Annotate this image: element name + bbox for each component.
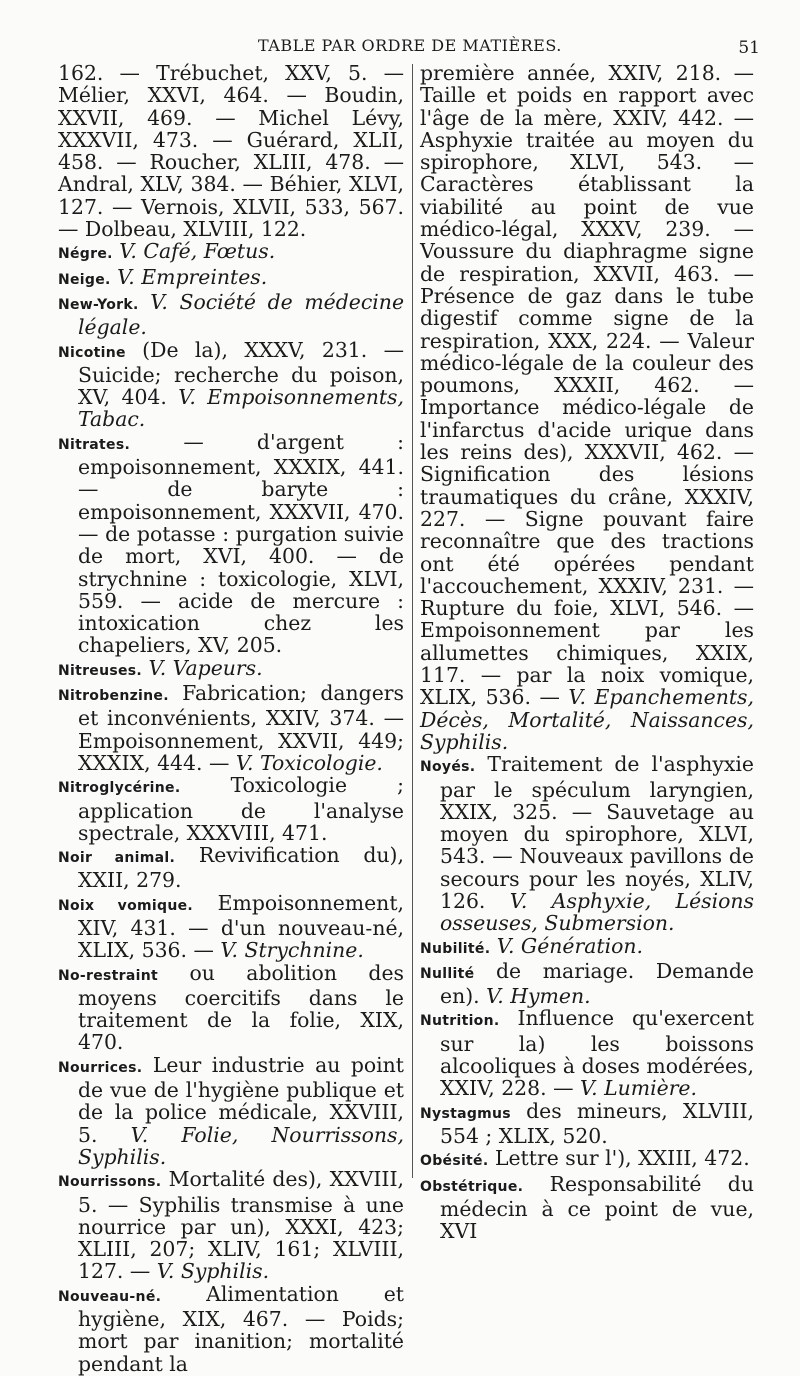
index-entry-nullite [420,960,754,1008]
entry-keyword: Nullité [420,965,475,982]
index-entry-obstetrique [420,1173,754,1243]
entry-keyword: Neige. [58,271,111,288]
entry-text: Alimentation et hygiène, XIX, 467. — Poids; mort par inanition; mortalité pendant la [78,1281,404,1376]
running-title: TABLE PAR ORDRE DE MATIÈRES. [258,36,562,55]
entry-keyword: Nitrates. [58,436,131,453]
entry-keyword: Nouveau-né. [58,1288,162,1305]
right-column [420,62,754,1242]
entry-text: Fabrication; dangers et inconvénients, XXIV, 374. — Empoisonnement, XXVII, 449; XXXIX, 444. — [78,681,404,775]
entry-see-also: V. Empreintes. [117,264,268,289]
index-entry-noir-animal [58,844,404,892]
entry-keyword: Obésité. [420,1153,489,1170]
entry-keyword: Obstétrique. [420,1178,524,1195]
column-divider [412,64,413,1178]
entry-keyword: New-York. [58,296,139,313]
index-entry-noyes [420,753,754,934]
entry-see-also: V. Hymen. [486,984,591,1009]
entry-keyword: Nitreuses. [58,662,143,679]
entry-text: de mariage. Demande en). [440,958,754,1009]
entry-text: Traitement de l'asphyxie par le spéculum laryngien, XXIX, 325. — Sauvetage au moyen du spirophore, XLVI, 543. — Nouveaux pavillons de secours pour les noyés, XLIV, 126. [440,752,754,913]
index-entry-new-york [58,291,404,339]
entry-text: (De la), XXXV, 231. — Suicide; recherche du poison, XV, 404. [78,337,404,410]
index-entry-nourrices [58,1054,404,1168]
index-entry-nystagmus [420,1100,754,1148]
entry-see-also: V. Epanchements, Décès, Mortalité, Naissances, Syphilis. [420,685,754,754]
entry-keyword: Nutrition. [420,1013,500,1030]
index-entry-continued [420,62,754,753]
index-entry-nubilite [420,935,754,960]
index-entry-negre [58,240,404,265]
entry-see-also: V. Vapeurs. [148,655,263,680]
index-entry-noix-vomique [58,892,404,962]
entry-see-also: V. Toxicologie. [235,750,383,775]
entry-keyword: Nourrissons. [58,1174,162,1191]
page-number: 51 [738,38,760,58]
entry-see-also: V. Folie, Nourrissons, Syphilis. [78,1122,404,1169]
entry-text: Revivification du), XXII, 279. [78,843,404,893]
entry-keyword: No-restraint [58,967,158,984]
entry-keyword: Noyés. [420,759,476,776]
entry-keyword: Nystagmus [420,1105,511,1122]
index-entry-nitrates [58,431,404,657]
index-entry-nourrissons [58,1168,404,1282]
entry-see-also: V. Asphyxie, Lésions osseuses, Submersion. [440,888,754,936]
entry-see-also: V. Syphilis. [156,1259,270,1284]
index-entry-nutrition [420,1007,754,1099]
index-entry-nicotine [58,339,404,431]
entry-text: Lettre sur l'), XXIII, 472. [488,1146,750,1171]
index-entry-nitrobenzine [58,682,404,774]
entry-see-also: V. Strychnine. [220,938,364,963]
entry-keyword: Nitrobenzine. [58,688,169,705]
page-header [0,36,800,62]
entry-keyword: Nubilité. [420,940,491,957]
entry-see-also: V. Lumière. [579,1076,697,1101]
entry-see-also: V. Société de médecine légale. [78,289,405,340]
entry-text: première année, XXIV, 218. — Taille et poids en rapport avec l'âge de la mère, XXIV, 442. — Asphyxie traitée au moyen du spirophore, XLVI, 543. — Caractères établissant la viabilité au point de vue médico-légal, XXXV, 239. — Voussure du diaphragme signe de respiration, XXVII, 463. — Présence de gaz dans le tube digestif comme signe de la respiration, XXX, 224. — Valeur médico-légale de la couleur des poumons, XXXII, 462. — Importance médico-légale de l'infarctus d'acide urique dans les reins des), XXXVII, 462. — Signification des lésions traumatiques du crâne, XXXIV, 227. — Signe pouvant faire reconnaître que des tractions ont été opérées pendant l'accouchement, XXXIV, 231. — Rupture du foie, XLVI, 546. — Empoisonnement par les allumettes chimiques, XXIX, 117. — par la noix vomique, XLIX, 536. — [420,61,754,710]
entry-text: Leur industrie au point de vue de l'hygiène publique et de la police médicale, XXVIII, 5. [78,1052,404,1147]
index-entry-obesite [420,1147,754,1172]
index-entry-nitreuses [58,657,404,682]
index-entry-neige [58,266,404,291]
entry-keyword: Noix vomique. [58,897,194,914]
entry-text: des mineurs, XLVIII, 554 ; XLIX, 520. [440,1098,754,1148]
entry-text: — d'argent : empoisonnement, XXXIX, 441. — de baryte : empoisonnement, XXXVII, 470. — de potasse : purgation suivie de mort, XVI, 400. — de strychnine : toxicologie, XLVI, 559. — acide de mercure : intoxication chez les chapeliers, XV, 205. [78,429,404,658]
entry-keyword: Nicotine [58,344,126,361]
entry-text: Mortalité des), XXVIII, 5. — Syphilis transmise à une nourrice par un), XXXI, 423; XLIII, 207; XLIV, 161; XLVIII, 127. — [78,1167,404,1284]
left-column [58,62,404,1375]
entry-text: ou abolition des moyens coercitifs dans le traitement de la folie, XIX, 470. [78,960,404,1055]
entry-text: Influence qu'exercent sur la) les boissons alcooliques à doses modérées, XXIV, 228. — [440,1006,754,1101]
entry-see-also: V. Empoisonnements, Tabac. [78,385,404,432]
entry-text: Empoisonnement, XIV, 431. — d'un nouveau-né, XLIX, 536. — [78,890,404,963]
entry-keyword: Nitroglycérine. [58,780,181,797]
index-entry-no-restraint [58,962,404,1054]
entry-keyword: Noir animal. [58,850,176,867]
entry-keyword: Négre. [58,246,113,263]
index-entry-nouveau-ne [58,1283,404,1375]
index-entry-nitroglycerine [58,774,404,844]
entry-keyword: Nourrices. [58,1059,143,1076]
entry-see-also: V. Café, Fœtus. [119,239,276,264]
entry-see-also: V. Génération. [496,933,643,958]
entry-text [139,290,151,314]
entry-text: Responsabilité du médecin à ce point de vue, XVI [440,1171,754,1244]
entry-text: Toxicologie ; application de l'analyse spectrale, XXXVIII, 471. [78,773,404,845]
index-entry-continued: 162. — Trébuchet, XXV, 5. — Mélier, XXVI, 464. — Boudin, XXVII, 469. — Michel Lévy, XXXVII, 473. — Guérard, XLII, 458. — Roucher, XLIII, 478. — Andral, XLV, 384. — Béhier, XLVI, 127. — Vernois, XLVII, 533, 567. — Dolbeau, XLVIII, 122. [58,61,404,242]
